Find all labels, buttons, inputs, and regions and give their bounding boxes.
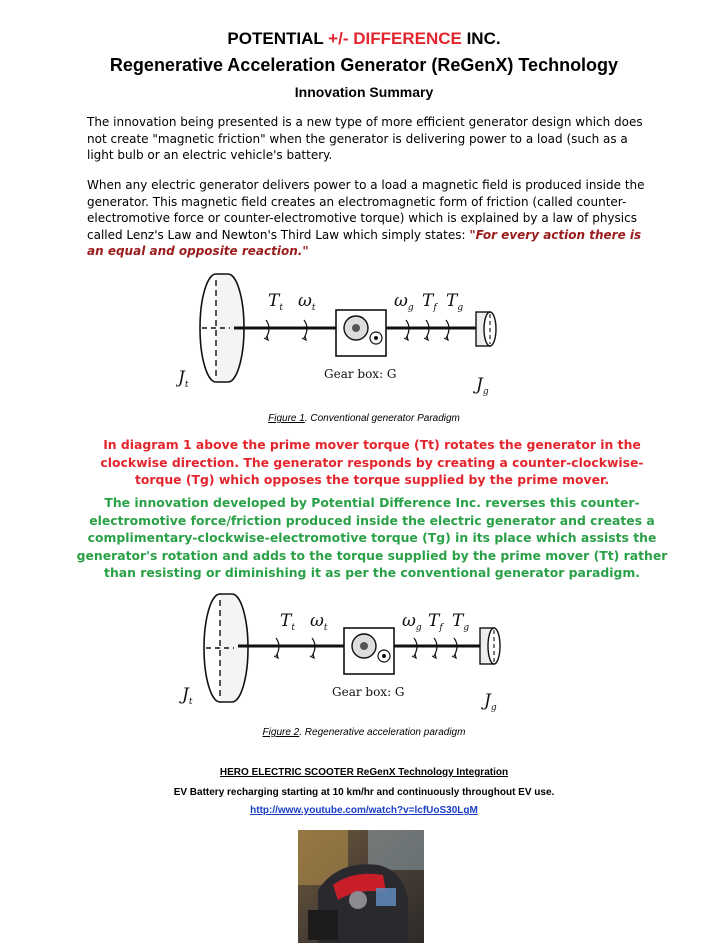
fig1-label-Tg: $T_g$ [446,291,464,313]
company-word-difference: DIFFERENCE [353,29,462,48]
gear-box [336,310,386,356]
company-word-potential: POTENTIAL [227,29,324,48]
lenz-paragraph [87,177,652,260]
figure-2-diagram [176,588,506,718]
gear-box-2 [344,628,394,674]
fig2-label-Jt: $J_t$ [182,685,193,707]
figure-1-diagram [176,268,506,398]
scooter-photo [298,830,424,943]
company-plus-minus: +/- [328,29,349,48]
figure-2-caption-text: . Regenerative acceleration paradigm [299,727,466,738]
fig1-label-Tf: $T_f$ [422,291,437,313]
fig1-label-Tt: $T_t$ [268,291,283,313]
newton-quote: "For every action there is an equal and opposite reaction." [87,227,642,258]
fig1-label-Jg: $J_g$ [476,375,489,397]
ev-recharging-line: EV Battery recharging starting at 10 km/hr and continuously throughout EV use. [173,787,555,798]
fig1-label-wg: $\omega_g$ [394,291,414,313]
figure-1-caption [0,413,728,424]
fig2-label-Tg: $T_g$ [452,611,470,633]
fig2-label-Tt: $T_t$ [280,611,295,633]
figure-2-caption [0,727,728,738]
fig1-label-wt: $\omega_t$ [298,291,316,313]
figure-2-link: Figure 2 [262,727,300,738]
fig2-label-Tf: $T_f$ [428,611,443,633]
fig2-gearbox-label: Gear box: G [332,685,405,699]
prime-mover-flywheel-2 [204,594,248,702]
document-subtitle: Innovation Summary [294,84,434,100]
generator-rotor-2 [480,628,500,664]
lenz-paragraph-text: When any electric generator delivers power to a load a magnetic field is produced inside the generator. This magnetic field creates an electromagnetic form of friction (called counter-electromotive force or counter-electromotive torque) which is explained by a law of physics called Lenz's Law and Newton's Third Law which simply states: [87,178,645,242]
fig2-label-wt: $\omega_t$ [310,611,328,633]
company-word-inc: INC. [466,29,501,48]
youtube-link[interactable]: http://www.youtube.com/watch?v=lcfUoS30LgM [250,805,478,816]
figure-1-caption-text: . Conventional generator Paradigm [304,413,460,424]
figure-1-link: Figure 1 [268,413,305,424]
fig1-gearbox-label: Gear box: G [324,367,397,381]
generator-rotor [476,312,496,346]
fig1-label-Jt: $J_t$ [178,368,189,390]
diagram-1-explanation: In diagram 1 above the prime mover torque (Tt) rotates the generator in the clockwise direction. The generator responds by creating a counter-clockwise-torque (Tg) which opposes the torque supplied by the prime mover. [100,437,644,487]
innovation-explanation: The innovation developed by Potential Difference Inc. reverses this counter-electromotive force/friction produced inside the electric generator and creates a complimentary-clockwise-electromotive torque (Tg) in its place which assists the generator's rotation and adds to the torque supplied by the prime mover (Tt) rather than resisting or diminishing it as per the conventional generator paradigm. [76,495,668,580]
fig2-label-wg: $\omega_g$ [402,611,422,633]
hero-scooter-title: HERO ELECTRIC SCOOTER ReGenX Technology Integration [219,767,509,778]
fig2-label-Jg: $J_g$ [484,691,497,713]
company-name [0,29,728,49]
intro-paragraph: The innovation being presented is a new type of more efficient generator design which does not create "magnetic friction" when the generator is delivering power to a load (such as a light bulb or an electric vehicle's battery. [87,115,643,162]
document-title: Regenerative Acceleration Generator (ReGenX) Technology [109,55,619,75]
